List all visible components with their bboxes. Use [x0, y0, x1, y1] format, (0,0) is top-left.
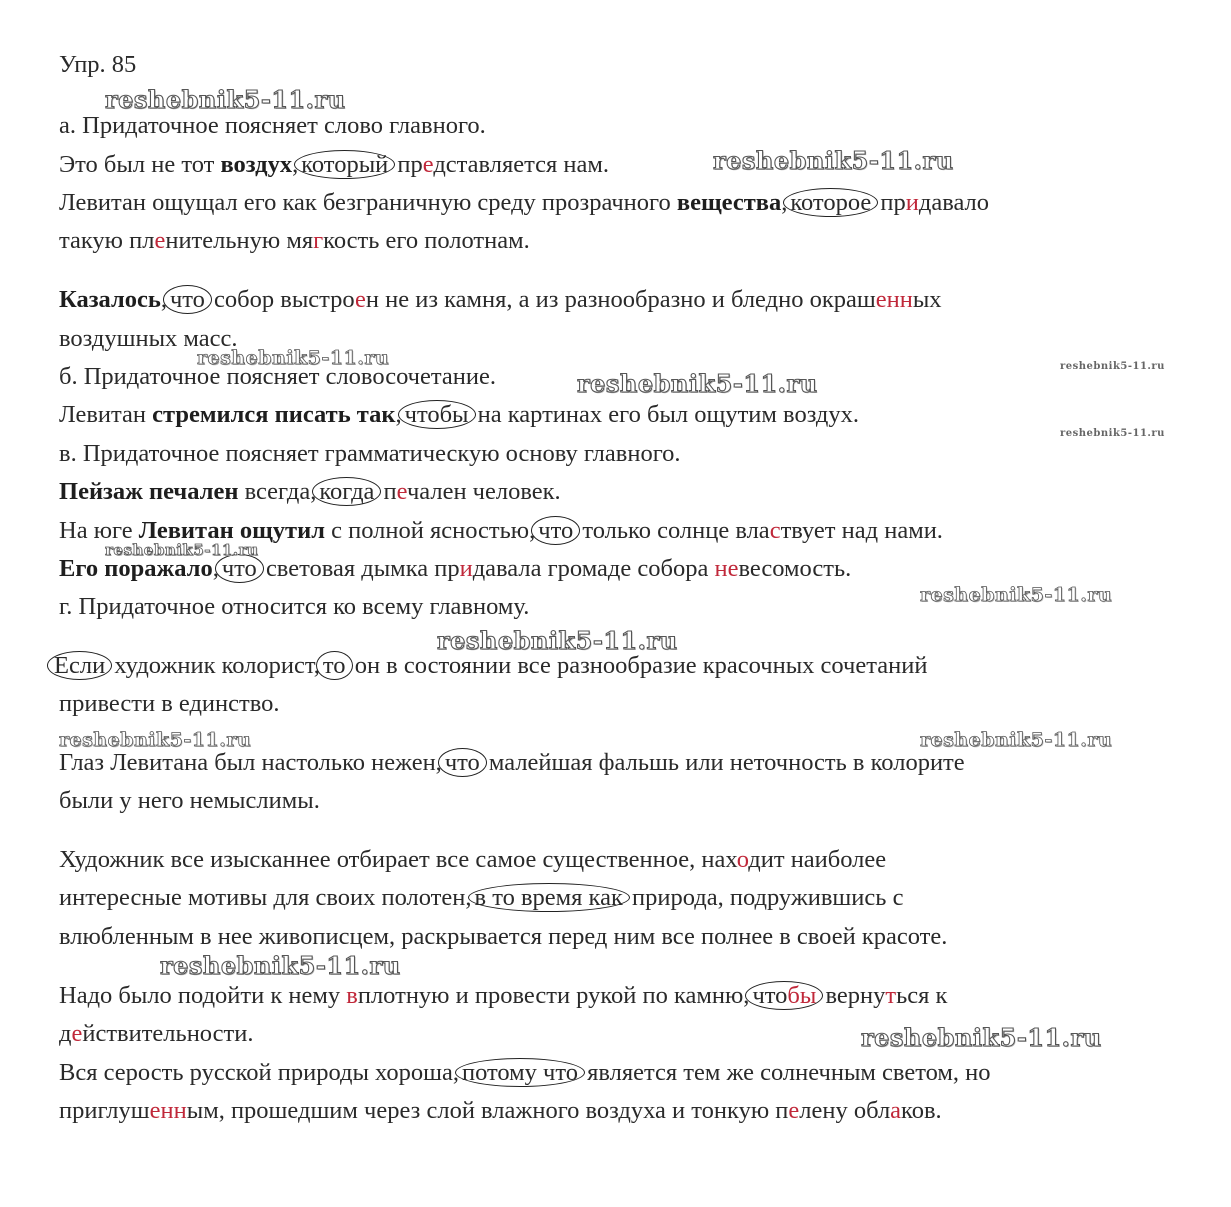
text: такую пл	[59, 227, 155, 254]
highlight-letter: е	[396, 478, 407, 505]
circled-conjunction: когда	[312, 477, 381, 506]
text: собор выстро	[207, 286, 355, 313]
text: ков.	[901, 1097, 942, 1124]
circled-conjunction: потому что	[455, 1058, 585, 1087]
watermark: reshebnik5-11.ru	[59, 729, 252, 751]
sentence-g4	[59, 981, 947, 1011]
key-word: мился писать так	[199, 401, 396, 428]
text: художник колорист,	[108, 652, 320, 679]
sentence-g5	[59, 1058, 991, 1088]
sentence-g3-cont2: влюбленным в нее живописцем, раскрывается перед ним все полнее в своей красоте.	[59, 923, 948, 950]
highlight-letter: е	[788, 1097, 800, 1124]
text: Вся серость русской природы хороша,	[59, 1059, 459, 1086]
text: дит наиболее	[748, 846, 887, 873]
watermark: reshebnik5-11.ru	[437, 626, 678, 655]
sentence-a3-cont: воздушных масс.	[59, 325, 238, 352]
text: п	[377, 478, 397, 505]
conjunction-text: чтобы	[404, 401, 469, 428]
text: На юге	[59, 517, 139, 544]
key-word: П	[59, 478, 79, 505]
highlight-letter: енн	[875, 286, 913, 313]
text: природа, подружившись с	[625, 884, 904, 911]
section-v-heading: в. Придаточное поясняет грамматическую основу главного.	[59, 440, 681, 467]
text: давало	[918, 189, 990, 216]
highlight-letter: с	[769, 517, 781, 544]
text: он в состоянии все разнообразие красочных сочетаний	[348, 652, 928, 679]
text: Это был не тот	[59, 151, 221, 178]
text: только солнце вла	[576, 517, 770, 544]
circled-conjunction: что	[531, 516, 580, 545]
watermark: reshebnik5-11.ru	[861, 1023, 1102, 1052]
highlight-letter: бы	[787, 982, 817, 1009]
watermark: reshebnik5-11.ru	[920, 584, 1113, 606]
sentence-a1	[59, 150, 609, 180]
circled-conjunction: в то время как	[468, 883, 630, 912]
watermark: reshebnik5-11.ru	[1060, 361, 1165, 372]
highlight-letter: в	[346, 982, 358, 1009]
text: Надо было подойти к нему	[59, 982, 347, 1009]
section-g-heading: г. Придаточное относится ко всему главному.	[59, 593, 530, 620]
highlight-letter: т	[885, 982, 897, 1009]
text: ,	[395, 401, 402, 428]
text: с полной ясностью,	[324, 517, 536, 544]
sentence-v1	[59, 477, 561, 507]
sentence-a3	[59, 285, 942, 315]
highlight-letter: е	[354, 286, 366, 313]
highlight-letter: е	[163, 478, 174, 505]
key-word: чален	[173, 478, 239, 505]
text: твует над нами.	[780, 517, 943, 544]
text: пр	[874, 189, 906, 216]
sentence-g5-cont	[59, 1096, 942, 1126]
key-word: йзаж п	[88, 478, 164, 505]
highlight-letter: а	[144, 555, 157, 582]
sentence-g3	[59, 845, 886, 875]
circled-conjunction: который	[294, 150, 395, 179]
circled-conjunction: что	[163, 285, 212, 314]
text: плотную и провести рукой по камню,	[357, 982, 750, 1009]
highlight-letter: е	[188, 401, 200, 428]
key-word: стр	[152, 401, 189, 428]
watermark: reshebnik5-11.ru	[577, 369, 818, 398]
text: ,	[292, 151, 299, 178]
highlight-letter: и	[459, 555, 473, 582]
section-a-heading: а. Придаточное поясняет слово главного.	[59, 112, 486, 139]
circled-conjunction: что	[215, 554, 264, 583]
text: верну	[819, 982, 886, 1009]
highlight-letter: е	[71, 1020, 83, 1047]
sentence-g1-cont: привести в единство.	[59, 690, 280, 717]
sentence-g2-cont: были у него немыслимы.	[59, 787, 320, 814]
text: нительную мя	[165, 227, 314, 254]
sentence-b1	[59, 400, 859, 430]
sentence-g2	[59, 748, 965, 778]
highlight-letter: г	[313, 227, 324, 254]
text: лену обл	[799, 1097, 891, 1124]
text: весомость.	[738, 555, 852, 582]
text: ,	[781, 189, 788, 216]
text: ,	[160, 286, 167, 313]
watermark: reshebnik5-11.ru	[1060, 428, 1165, 439]
text: на картинах его был ощутим воздух.	[471, 401, 860, 428]
key-word: Казалось	[59, 286, 161, 313]
highlight-letter: а	[890, 1097, 902, 1124]
highlight-letter: е	[422, 151, 434, 178]
text: кость его полотнам.	[323, 227, 530, 254]
sentence-g1	[54, 651, 928, 681]
text: Художник все изысканнее отбирает все самое существенное, нах	[59, 846, 737, 873]
circled-conjunction	[745, 981, 823, 1010]
circled-conjunction: что	[438, 748, 487, 777]
highlight-letter: не	[714, 555, 739, 582]
text: пр	[391, 151, 423, 178]
text: Левитан ощущал его как безграничную среду прозрачного	[59, 189, 677, 216]
key-word: вещества	[676, 189, 782, 216]
key-word: Его пор	[59, 555, 145, 582]
watermark: reshebnik5-11.ru	[920, 729, 1113, 751]
sentence-a2	[59, 188, 989, 218]
sentence-a2-cont	[59, 226, 530, 256]
circled-conjunction	[395, 400, 476, 429]
text: интересные мотивы для своих полотен,	[59, 884, 472, 911]
highlight-letter: и	[905, 189, 919, 216]
conjunction-text: что	[752, 982, 788, 1009]
highlight-letter: е	[78, 478, 89, 505]
sentence-g3-cont	[59, 883, 903, 913]
text: йствительности.	[82, 1020, 254, 1047]
text: ым, прошедшим через слой влажного воздуха и тонкую п	[186, 1097, 789, 1124]
section-b-heading: б. Придаточное поясняет словосочетание.	[59, 363, 496, 390]
watermark: reshebnik5-11.ru	[197, 347, 390, 369]
text: всегда,	[238, 478, 317, 505]
text: ых	[912, 286, 942, 313]
text: н не из камня, а из разнообразно и бледно окраш	[365, 286, 876, 313]
exercise-title: Упр. 85	[59, 51, 137, 78]
key-word: жало	[156, 555, 213, 582]
highlight-letter: енн	[149, 1097, 187, 1124]
text: является тем же солнечным светом, но	[581, 1059, 991, 1086]
circled-conjunction: которое	[783, 188, 878, 217]
text: ься к	[896, 982, 948, 1009]
circled-conjunction: Если	[47, 651, 112, 680]
watermark: reshebnik5-11.ru	[160, 951, 401, 980]
text: приглуш	[59, 1097, 150, 1124]
key-word: Левитан ощутил	[138, 517, 325, 544]
watermark: reshebnik5-11.ru	[713, 146, 954, 175]
text: Левитан	[59, 401, 153, 428]
watermark: reshebnik5-11.ru	[105, 541, 259, 559]
highlight-letter: е	[154, 227, 166, 254]
text: световая дымка пр	[259, 555, 460, 582]
highlight-letter: о	[736, 846, 749, 873]
circled-conjunction: то	[316, 651, 353, 680]
watermark: reshebnik5-11.ru	[105, 85, 346, 114]
text: д	[59, 1020, 72, 1047]
text: Глаз Левитана был настолько нежен,	[59, 749, 442, 776]
sentence-g4-cont	[59, 1019, 254, 1049]
text: малейшая фальшь или неточность в колорите	[482, 749, 965, 776]
text: давала громаде собора	[472, 555, 715, 582]
key-word: воздух	[220, 151, 293, 178]
text: дставляется нам.	[433, 151, 610, 178]
text: ,	[212, 555, 219, 582]
text: чален человек.	[406, 478, 561, 505]
